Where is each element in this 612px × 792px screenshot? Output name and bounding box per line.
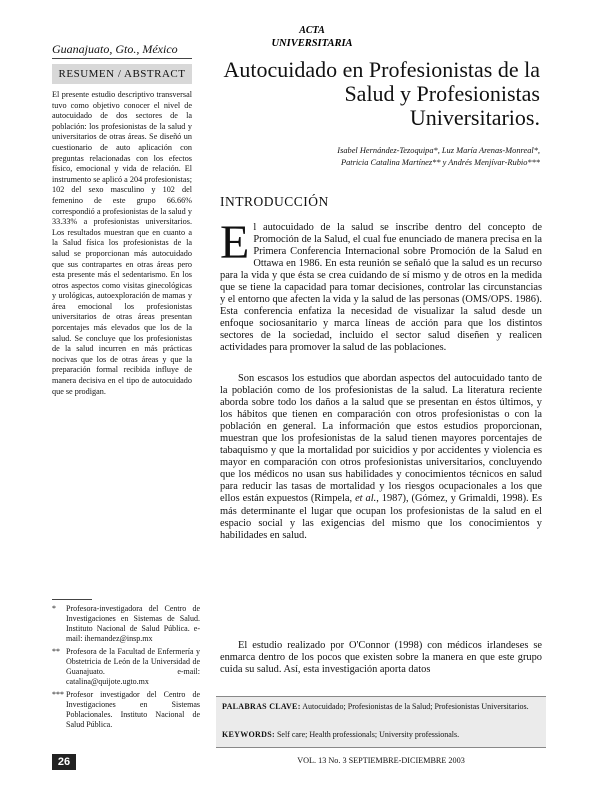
page-number: 26 [52, 754, 76, 770]
paragraph-2-italic: et al. [355, 493, 377, 505]
article-title: Autocuidado en Profesionistas de la Salud y Profesionistas Universitarios. [223, 57, 540, 130]
footnote-text: Profesor investigador del Centro de Investigaciones en Sistemas Poblacionales. Instituto Nacional de Salud Pública. [66, 690, 200, 729]
paragraph-2-text-a: Son escasos los estudios que abordan aspectos del autocuidado tanto de la población como de los profesionistas de la salud. La literatura reciente aborda sobre todo los daños a la salud que se presentan en éstos últimos, y los hábitos que tienen en comparación con otros profesionistas o con la población en general. La información que estos estudios proporcionan, muestran que los profesionistas de la salud tienen mayores porcentajes de tabaquismo y que la mortalidad por suicidios y por accidentes y violencia es mayor en comparación con otros profesionistas universitarios, concluyendo que los médicos no usan sus habilidades y conocimientos técnicos en salud para reducir las tasas de mortalidad y los riesgos ocupacionales a los que ellos están expuestos (Rimpela, [220, 373, 542, 505]
footnote-mark: * [52, 604, 56, 613]
abstract-label: RESUMEN / ABSTRACT [52, 64, 192, 84]
keywords-box [216, 696, 546, 748]
journal-logo-graphic [270, 22, 354, 52]
footnotes-rule [52, 599, 92, 600]
footnote-mark: ** [52, 647, 60, 656]
footnote-text: Profesora-investigadora del Centro de Investigaciones en Sistemas de Salud. Instituto Nacional de Salud Pública. e-mail: ihernandez@insp.mx [66, 604, 200, 643]
logo-line2: UNIVERSITARIA [271, 38, 353, 49]
keywords-english-text: Self care; Health professionals; University professionals. [276, 730, 460, 739]
paragraph-2-text-b: , 1987), (Gómez, y Grimaldi, 1998). Es más determinante el lugar que ocupan los profesionistas de la salud en el espacio social y las exigencias del mismo que los conocimientos y habilidades en salud. [220, 493, 542, 541]
footnote-mark: *** [52, 690, 64, 699]
keywords-spanish-label: PALABRAS CLAVE: [222, 702, 301, 711]
authors [230, 145, 540, 169]
abstract-text: El presente estudio descriptivo transversal tuvo como objetivo conocer el nivel de autocuidado de dos sectores de la población: los profesionistas de la salud y universitarios de otras áreas. Se diseñó un cuestionario de auto aplicación con preguntas relacionadas con los efectos físico, emocional y vida de relación. El instrumento se aplicó a 204 profesionistas; 102 del sexo masculino y 102 del femenino de este grupo 66.66% correspondió a profesionistas de la salud y 33.33% a profesionistas universitarios. Los resultados muestran que en cuanto a la Salud física los profesionistas de la salud se proporcionan más autocuidado que sus contrapartes en otras áreas pero esta presente más el sedentarismo. En los otros aspectos como visitas ginecológicas y urológicas, autoexploración de mamas y área emocional los profesionistas universitarios de otras áreas presentan porcentajes más elevados que los de la salud. Se concluye que los profesionistas de la salud incurren en más prácticas nocivas que los de otras áreas y que la preparación formal recibida influye de manera decisiva en el tipo de autocuidado que se prodigan. [52, 90, 192, 396]
authors-line2: Patricia Catalina Martínez** y Andrés Menjívar-Rubio*** [340, 158, 540, 167]
keywords-english [222, 730, 540, 740]
location: Guanajuato, Gto., México [52, 42, 178, 56]
keywords-spanish [222, 702, 540, 712]
paragraph-1 [220, 216, 542, 355]
footnote-text: Profesora de la Facultad de Enfermería y Obstetricia de León de la Universidad de Guanajuato. e-mail: catalina@quijote.ugto.mx [66, 647, 200, 686]
section-heading: INTRODUCCIÓN [220, 194, 329, 209]
paragraph-1-text: l autocuidado de la salud se inscribe dentro del concepto de Promoción de la Salud, el cual fue enunciado de manera precisa en la Primera Conferencia Internacional sobre Promoción de la Salud en Ottawa en 1986. En esta reunión se señaló que la salud es un recurso para la vida y que ésta se crea cuidando de sí mismo y de otros en la medida que se tiene la capacidad para tomar decisiones, controlar las circunstancias y el entorno que afecten la vida y la salud de las personas (OMS/OPS. 1986). Esta conferencia enfatiza la necesidad de visualizar la salud desde un enfoque sociosanitario y marca líneas de acción para que los distintos sectores de la sociedad, incluido el sector salud diseñen y realicen actividades para promover la salud de las poblaciones. [220, 222, 542, 354]
logo-line1: ACTA [299, 25, 325, 36]
keywords-spanish-text: Autocuidado; Profesionistas de la Salud; Profesionistas Universitarios. [302, 702, 529, 711]
paragraph-2 [220, 373, 542, 542]
journal-logo [270, 22, 354, 52]
footnote [52, 604, 200, 644]
issue-info: VOL. 13 No. 3 SEPTIEMBRE-DICIEMBRE 2003 [297, 756, 465, 765]
drop-cap: E [220, 216, 250, 269]
paragraph-3: El estudio realizado por O'Connor (1998) con médicos irlandeses se enmarca dentro de los pocos que existen sobre la manera en que este grupo cuida su salud. Así, esta investigación aporta datos [220, 640, 542, 676]
authors-line1: Isabel Hernández-Tezoquipa*, Luz María Arenas-Monreal*, [337, 146, 540, 155]
keywords-english-label: KEYWORDS: [222, 730, 275, 739]
location-rule [52, 58, 192, 59]
footnote [52, 690, 200, 730]
footnote [52, 647, 200, 687]
footnotes [52, 604, 200, 733]
